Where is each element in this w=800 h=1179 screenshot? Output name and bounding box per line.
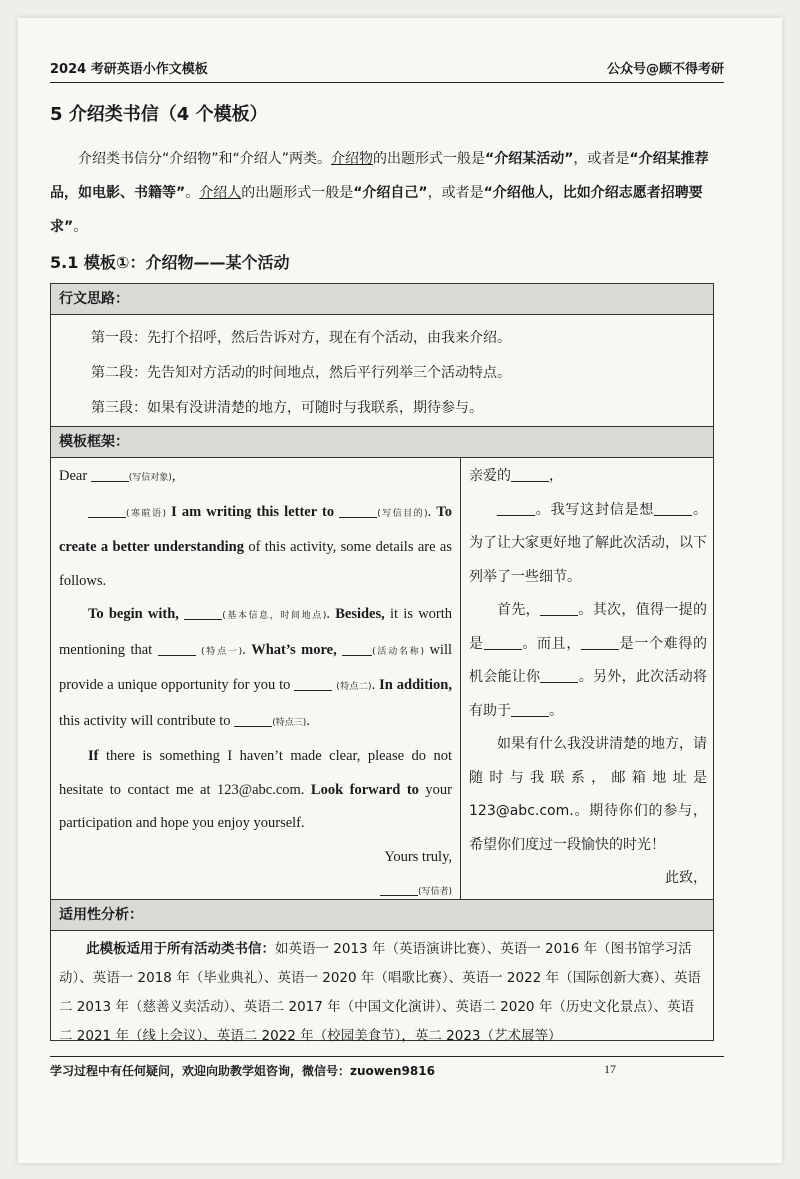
footer-divider	[50, 1056, 724, 1057]
english-closing: Yours truly,	[384, 848, 452, 865]
thinking-line: 第三段：如果有没讲清楚的地方，可随时与我联系，期待参与。	[91, 400, 483, 416]
applicability-label: 适用性分析：	[51, 900, 713, 931]
chinese-closing: 此致，	[665, 870, 707, 886]
thinking-box	[50, 283, 714, 428]
underlined-term-object: 介绍物	[331, 151, 374, 167]
applicability-box: 适用性分析： 此模板适用于所有活动类书信：如英语一 2013 年（英语演讲比赛）、英语一 2016 年（图书馆学习活动）、英语一 2018 年（毕业典礼）、英语一 2020 年（唱歌比赛）、英语一 2022 年（国际创新大赛）、英语二 2013 年（慈善义卖活动）、英语二 2017 年（中国文化演讲）、英语二 2020 年（历史文化景点）、英语二 2021 年（线上会议）、英语二 2022 年（校园美食节），英二 2023（艺术展等）	[50, 899, 714, 1041]
framework-label: 模板框架：	[51, 427, 713, 458]
english-template: Dear (写信对象), (寒暄语) I am writing this letter to (写信目的). To create a better understanding of this activity, some details are as follows. To begin with, (基本信息，时间地点). Besides, it is worth mentioning that (特点一). What’s more, (活动名称) will provide a unique opportunity for you to (特点二). In addition, this activity will contribute to (特点三). If there is something I haven’t made clear, please do not hesitate to contact me at 123@abc.com. Look forward to your participation and hope you enjoy yourself. Yours truly, (写信者)	[51, 458, 461, 901]
header-divider	[50, 82, 724, 83]
chinese-template: 亲爱的 ， 。我写这封信是想 。为了让大家更好地了解此次活动，以下列举了一些细节。 首先， 。其次，值得一提的是 。而且， 是一个难得的机会能让你 。另外，此次活动将有助于 。 如果有什么我没讲清楚的地方，请随时与我联系，邮箱地址是 123@abc.com.。期待你们的参与，希望你们度过一段愉快的时光！ 此致，	[461, 458, 713, 901]
page-header	[50, 58, 724, 80]
subsection-title: 5.1 模板①：介绍物——某个活动	[50, 253, 290, 272]
underlined-term-person: 介绍人	[199, 185, 242, 201]
thinking-line: 第二段：先告知对方活动的时间地点，然后平行列举三个活动特点。	[91, 365, 511, 381]
thinking-line: 第一段：先打个招呼，然后告诉对方，现在有个活动，由我来介绍。	[91, 330, 511, 346]
intro-paragraph: 介绍类书信分“介绍物”和“介绍人”两类。介绍物的出题形式一般是“介绍某活动”，或者是“介绍某推荐品，如电影、书籍等”。介绍人的出题形式一般是“介绍自己”，或者是“介绍他人，比如介绍志愿者招聘要求”。	[50, 151, 709, 235]
header-title: 2024 考研英语小作文模板	[50, 62, 208, 77]
section-title: 5 介绍类书信（4 个模板）	[50, 104, 268, 125]
footer-contact: 学习过程中有任何疑问，欢迎向助教学姐咨询，微信号：zuowen9816	[50, 1064, 435, 1078]
header-account: 公众号@顾不得考研	[606, 62, 724, 77]
thinking-label: 行文思路：	[51, 284, 713, 315]
framework-box	[50, 426, 714, 901]
page-number: 17	[604, 1062, 616, 1076]
